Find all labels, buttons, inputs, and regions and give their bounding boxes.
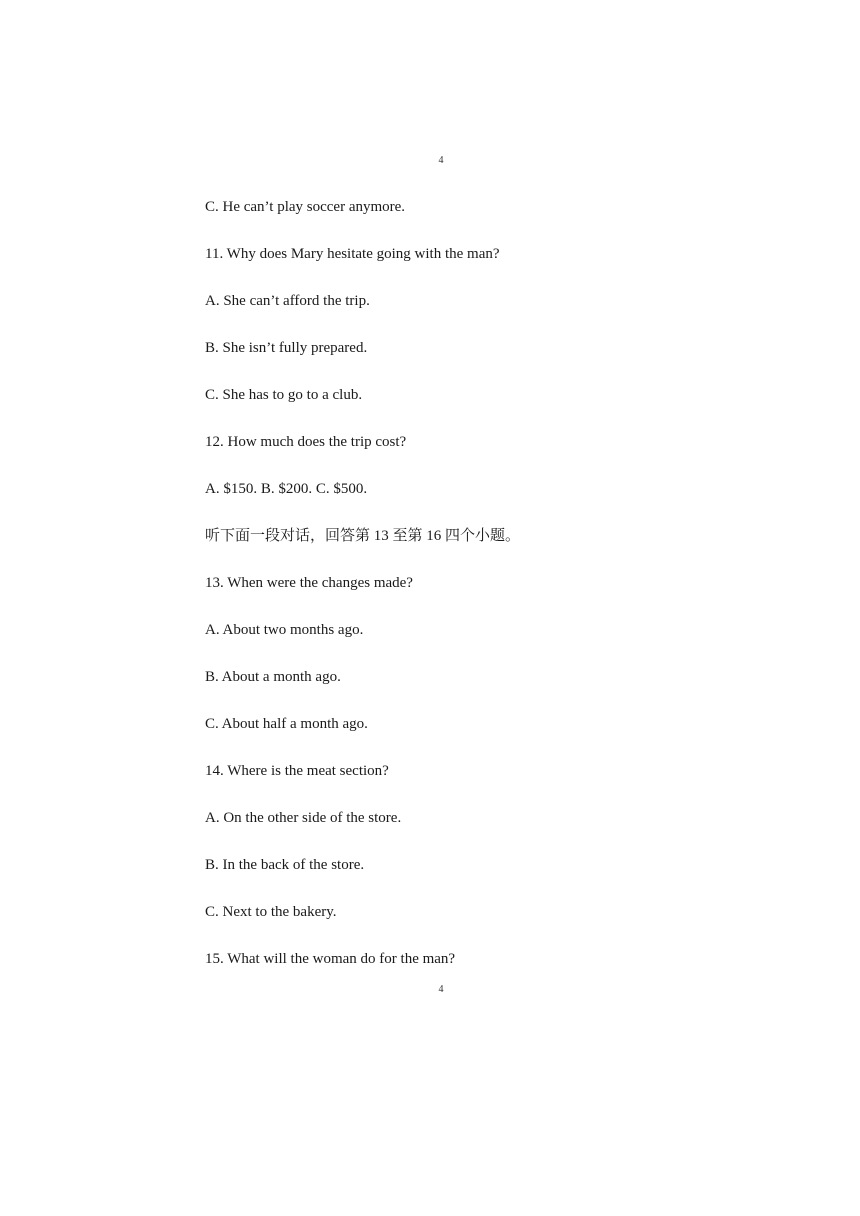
question-11: 11. Why does Mary hesitate going with the man?	[205, 246, 500, 262]
option-13b: B. About a month ago.	[205, 669, 341, 685]
document-body	[205, 197, 805, 996]
question-15: 15. What will the woman do for the man?	[205, 951, 456, 967]
section-instruction: 听下面一段对话，回答第 13 至第 16 四个小题。	[205, 528, 521, 544]
question-13: 13. When were the changes made?	[205, 575, 413, 591]
option-14a: A. On the other side of the store.	[205, 810, 402, 826]
option-11a: A. She can’t afford the trip.	[205, 293, 370, 309]
option-11c: C. She has to go to a club.	[205, 387, 363, 403]
option-13a: A. About two months ago.	[205, 622, 364, 638]
option-14b: B. In the back of the store.	[205, 857, 365, 873]
options-12: A. $150. B. $200. C. $500.	[205, 481, 368, 497]
question-14: 14. Where is the meat section?	[205, 763, 389, 779]
option-13c: C. About half a month ago.	[205, 716, 368, 732]
option-14c: C. Next to the bakery.	[205, 904, 337, 920]
page-number-top: 4	[438, 155, 444, 166]
option-10c: C. He can’t play soccer anymore.	[205, 199, 406, 215]
option-11b: B. She isn’t fully prepared.	[205, 340, 368, 356]
page-number-bottom: 4	[438, 984, 444, 995]
question-12: 12. How much does the trip cost?	[205, 434, 407, 450]
